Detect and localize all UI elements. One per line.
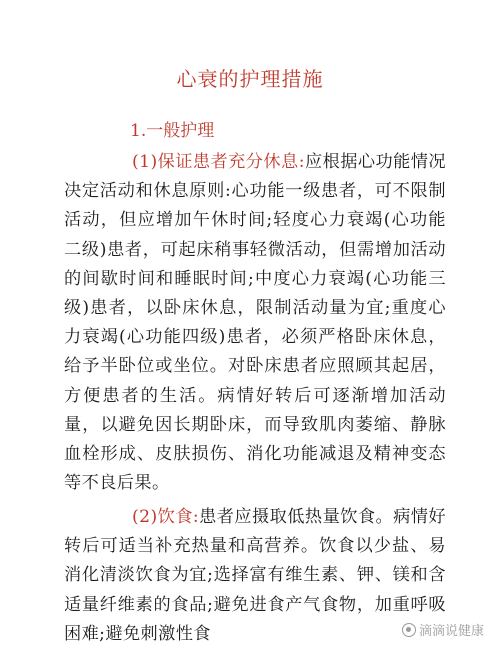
watermark-text: 滴滴说健康 [418,624,484,639]
paragraph-diet [64,503,446,649]
paragraph-rest-lead: (1)保证患者充分休息: [132,152,305,172]
watermark [400,619,486,640]
paragraph-rest-body: 应根据心功能情况决定活动和休息原则:心功能一级患者，可不限制活动，但应增加午休时间;轻度心力衰竭(心功能二级)患者，可起床稍事轻微活动，但需增加活动的间歇时间和睡眠时间;中度心力衰竭(心功能三级)患者，以卧床休息，限制活动量为宜;重度心力衰竭(心功能四级)患者，必须严格卧床休息，给予半卧位或坐位。对卧床患者应照顾其起居，方便患者的生活。病情好转后可逐渐增加活动量，以避免因长期卧床，而导致肌肉萎缩、静脉血栓形成、皮肤损伤、消化功能减退及精神变态等不良后果。 [64,152,446,494]
paragraph-rest [64,148,446,498]
page-title: 心衰的护理措施 [176,67,324,91]
section-heading: 1.一般护理 [130,121,215,141]
watermark-logo-icon [402,623,416,637]
paragraph-diet-lead: (2)饮食: [132,507,200,527]
paragraph-diet-body: 患者应摄取低热量饮食。病情好转后可适当补充热量和高营养。饮食以少盐、易消化清淡饮食为宜;选择富有维生素、钾、镁和含适量纤维素的食品;避免进食产气食物，加重呼吸困难;避免刺激性食 [64,507,446,644]
